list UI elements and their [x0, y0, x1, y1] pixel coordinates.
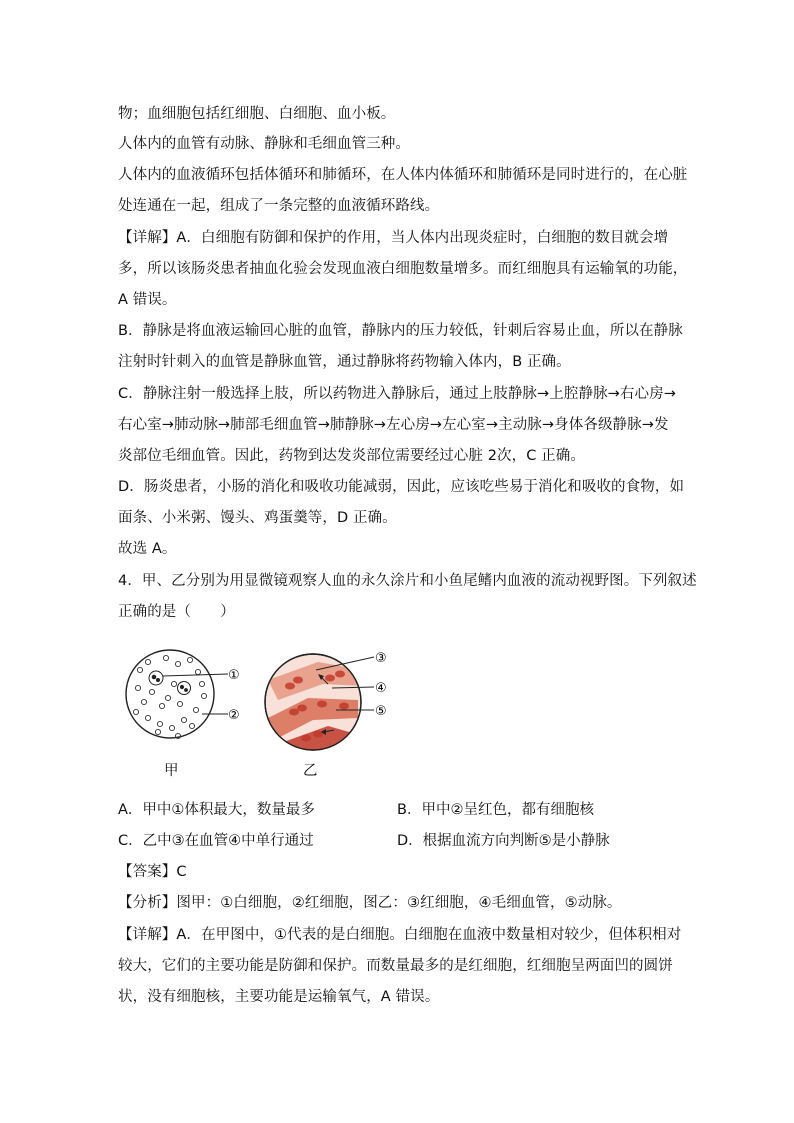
text-line: 注射时针刺入的血管是静脉血管，通过静脉将药物输入体内，B 正确。 — [118, 354, 571, 370]
flowing-blood-cell — [335, 671, 345, 678]
question-stem: 4．甲、乙分别为用显微镜观察人血的永久涂片和小鱼尾鳍内血液的流动视野图。下列叙述 — [118, 573, 697, 589]
white-blood-cell — [178, 682, 191, 695]
text-line: 故选 A。 — [118, 541, 177, 557]
caption-right: 乙 — [303, 763, 318, 779]
flowing-blood-cell — [293, 677, 303, 684]
flowing-blood-cell — [317, 701, 327, 708]
text-line: 较大，它们的主要功能是防御和保护。而数量最多的是红细胞，红细胞呈两面凹的圆饼 — [118, 958, 673, 974]
flowing-blood-cell — [301, 735, 311, 742]
text-line: 人体内的血管有动脉、静脉和毛细血管三种。 — [118, 136, 410, 152]
text-line: 面条、小米粥、馒头、鸡蛋羹等，D 正确。 — [118, 510, 397, 526]
text-line: B．静脉是将血液运输回心脏的血管，静脉内的压力较低，针刺后容易止血，所以在静脉 — [118, 323, 683, 339]
option-a: A．甲中①体积最大，数量最多 — [118, 802, 315, 818]
flowing-blood-cell — [339, 703, 349, 710]
fin-view — [265, 651, 387, 758]
answer-line: 【答案】C — [118, 864, 187, 880]
flowing-blood-cell — [313, 731, 323, 738]
label-4: ④ — [375, 681, 387, 696]
text-line: 炎部位毛细血管。因此，药物到达发炎部位需要经过心脏 2次，C 正确。 — [118, 448, 585, 464]
white-blood-cell — [149, 671, 163, 685]
text-line: 处连通在一起，组成了一条完整的血液循环路线。 — [118, 198, 440, 214]
label-3: ③ — [375, 651, 387, 666]
text-line: 右心室→肺动脉→肺部毛细血管→肺静脉→左心房→左心室→主动脉→身体各级静脉→发 — [118, 417, 669, 433]
text-line: 状，没有细胞核，主要功能是运输氧气，A 错误。 — [118, 989, 440, 1005]
option-b: B．甲中②呈红色，都有细胞核 — [397, 802, 594, 818]
smear-view — [126, 650, 240, 739]
text-line: D．肠炎患者，小肠的消化和吸收功能减弱，因此，应该吃些易于消化和吸收的食物，如 — [118, 479, 685, 495]
text-line: 人体内的血液循环包括体循环和肺循环，在人体内体循环和肺循环是同时进行的，在心脏 — [118, 167, 688, 183]
caption-left: 甲 — [164, 763, 179, 779]
text-line: A 错误。 — [118, 292, 177, 308]
question-stem: 正确的是（ ） — [118, 604, 235, 620]
label-5: ⑤ — [375, 704, 387, 719]
text-line: 多，所以该肠炎患者抽血化验会发现血液白细胞数量增多。而红细胞具有运输氧的功能， — [118, 261, 688, 277]
flowing-blood-cell — [325, 675, 335, 682]
analysis-line: 【分析】图甲：①白细胞，②红细胞，图乙：③红细胞，④毛细血管，⑤动脉。 — [118, 895, 622, 911]
flowing-blood-cell — [297, 705, 307, 712]
option-c: C．乙中③在血管④中单行通过 — [118, 833, 314, 849]
text-line: 【详解】A．在甲图中，①代表的是白细胞。白细胞在血液中数量相对较少，但体积相对 — [118, 927, 682, 943]
text-line: 【详解】A．白细胞有防御和保护的作用，当人体内出现炎症时，白细胞的数目就会增 — [118, 230, 669, 246]
label-2: ② — [228, 708, 240, 723]
flowing-blood-cell — [289, 709, 299, 716]
flowing-blood-cell — [285, 683, 295, 690]
blood-figure — [118, 640, 418, 780]
text-line: C．静脉注射一般选择上肢，所以药物进入静脉后，通过上肢静脉→上腔静脉→右心房→ — [118, 386, 676, 402]
label-1: ① — [228, 668, 240, 683]
option-d: D．根据血流方向判断⑤是小静脉 — [397, 833, 610, 849]
text-line: 物；血细胞包括红细胞、白细胞、血小板。 — [118, 106, 396, 122]
